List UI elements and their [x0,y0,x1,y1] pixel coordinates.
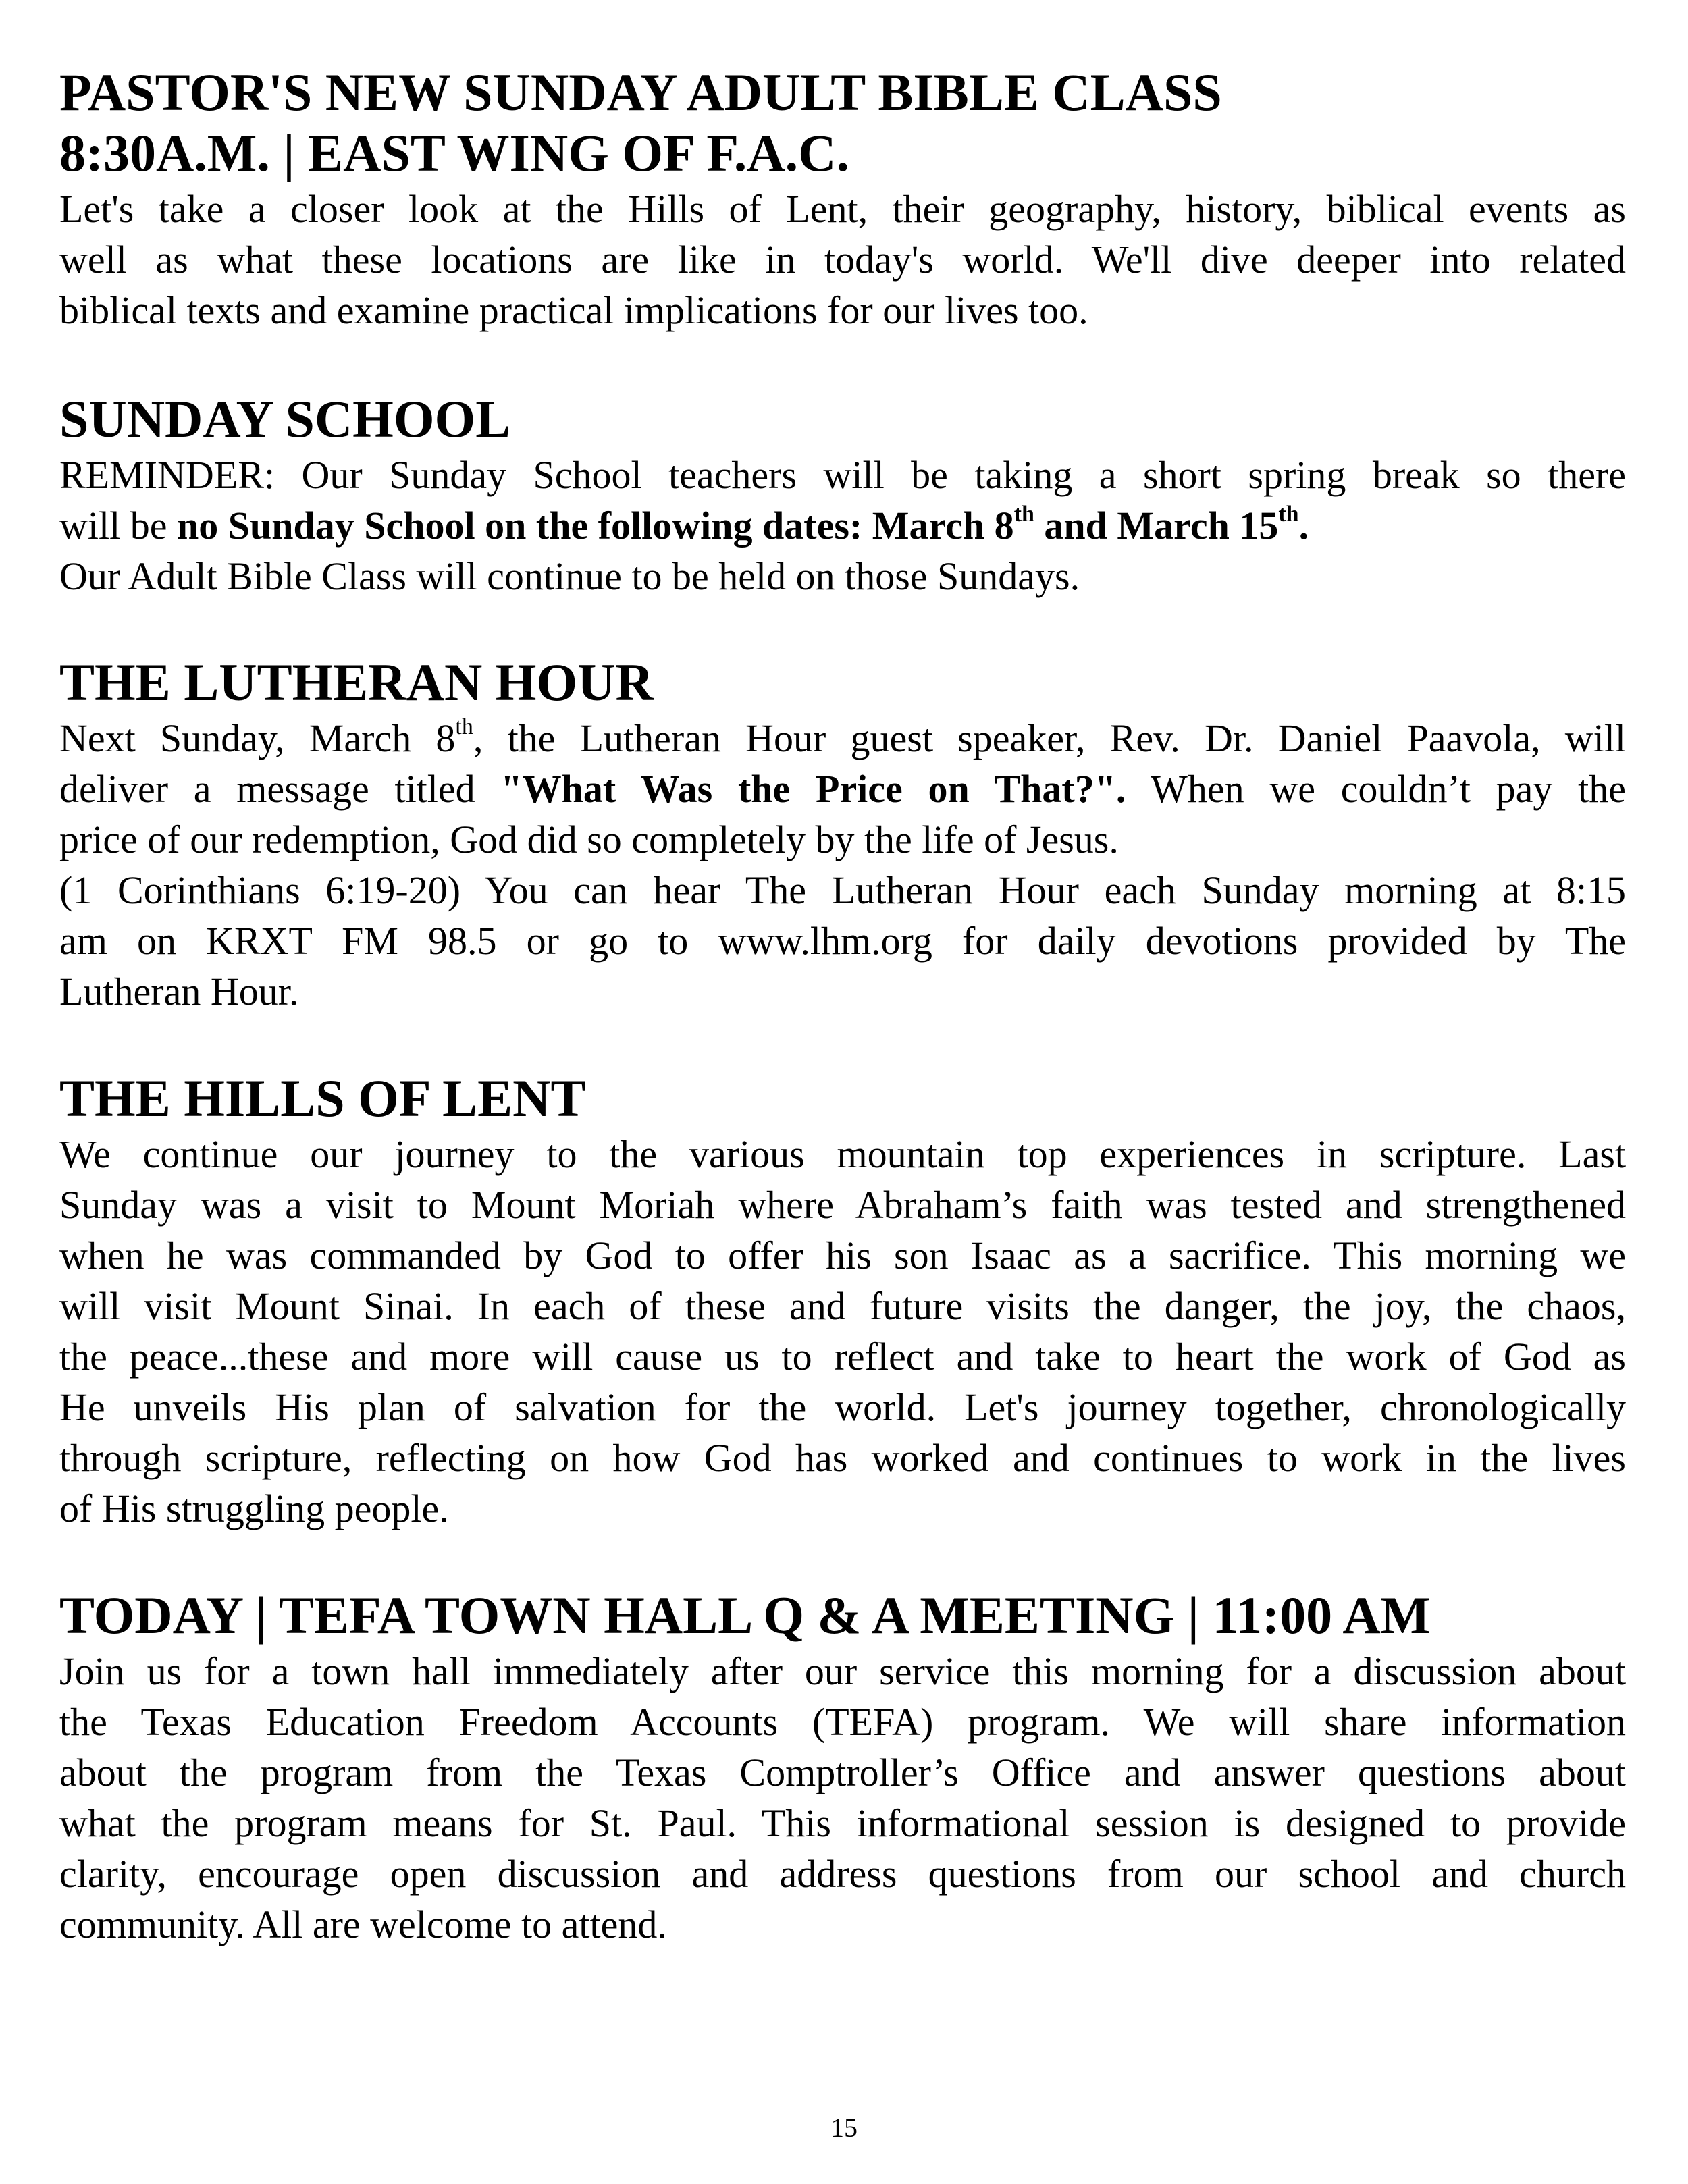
sunday-school-body: REMINDER: Our Sunday School teachers will be taking a short spring break so there will be no Sunday School on the following dates: March 8th and March 15th. Our Adult Bible Class will continue to be held on those Sundays. [59,453,1626,598]
lutheran-hour-section [59,652,1626,1017]
bible-class-heading: PASTOR'S NEW SUNDAY ADULT BIBLE CLASS 8:30A.M. | EAST WING OF F.A.C. [59,63,1222,182]
town-hall-body: Join us for a town hall immediately after our service this morning for a discussion about the Texas Education Freedom Accounts (TEFA) program. We will share information about the program from the Texas Comptroller’s Office and answer questions about what the program means for St. Paul. This informational session is designed to provide clarity, encourage open discussion and address questions from our school and church community. All are welcome to attend. [59,1649,1626,1946]
sunday-school-section [59,389,1626,602]
lutheran-hour-message-title-line: deliver a message titled "What Was the Price on That?". When we couldn’t pay the [59,767,1626,811]
sunday-school-dates-line: will be no Sunday School on the following dates: March 8th and March 15th. [59,502,1309,548]
lutheran-hour-heading: THE LUTHERAN HOUR [59,653,654,712]
hills-of-lent-section [59,1068,1626,1534]
hills-of-lent-body: We continue our journey to the various mountain top experiences in scripture. Last Sunday was a visit to Mount Moriah where Abraham’s faith was tested and strengthened when he was commanded by God to offer his son Isaac as a sacrifice. This morning we will visit Mount Sinai. In each of these and future visits the danger, the joy, the chaos, the peace...these and more will cause us to reflect and take to heart the work of God as He unveils His plan of salvation for the world. Let's journey together, chronologically through scripture, reflecting on how God has worked and continues to work in the lives of His struggling people. [59,1132,1626,1530]
lutheran-hour-body: Next Sunday, March 8th, the Lutheran Hour guest speaker, Rev. Dr. Daniel Paavola, will deliver a message titled "What Was the Price on That?". When we couldn’t pay the price of our redemption, God did so completely by the life of Jesus. (1 Corinthians 6:19-20) You can hear The Lutheran Hour each Sunday morning at 8:15 am on KRXT FM 98.5 or go to www.lhm.org for daily devotions provided by The Lutheran Hour. [59,714,1626,1013]
bible-class-section [59,62,1626,336]
bible-class-body: Let's take a closer look at the Hills of Lent, their geography, history, biblical events as well as what these locations are like in today's world. We'll dive deeper into related biblical texts and examine practical implications for our lives too. [59,187,1626,332]
sunday-school-heading: SUNDAY SCHOOL [59,390,511,448]
town-hall-section [59,1585,1626,1950]
page-number: 15 [830,2112,858,2143]
hills-of-lent-heading: THE HILLS OF LENT [59,1069,586,1127]
town-hall-heading: TODAY | TEFA TOWN HALL Q & A MEETING | 11:00 AM [59,1586,1431,1645]
